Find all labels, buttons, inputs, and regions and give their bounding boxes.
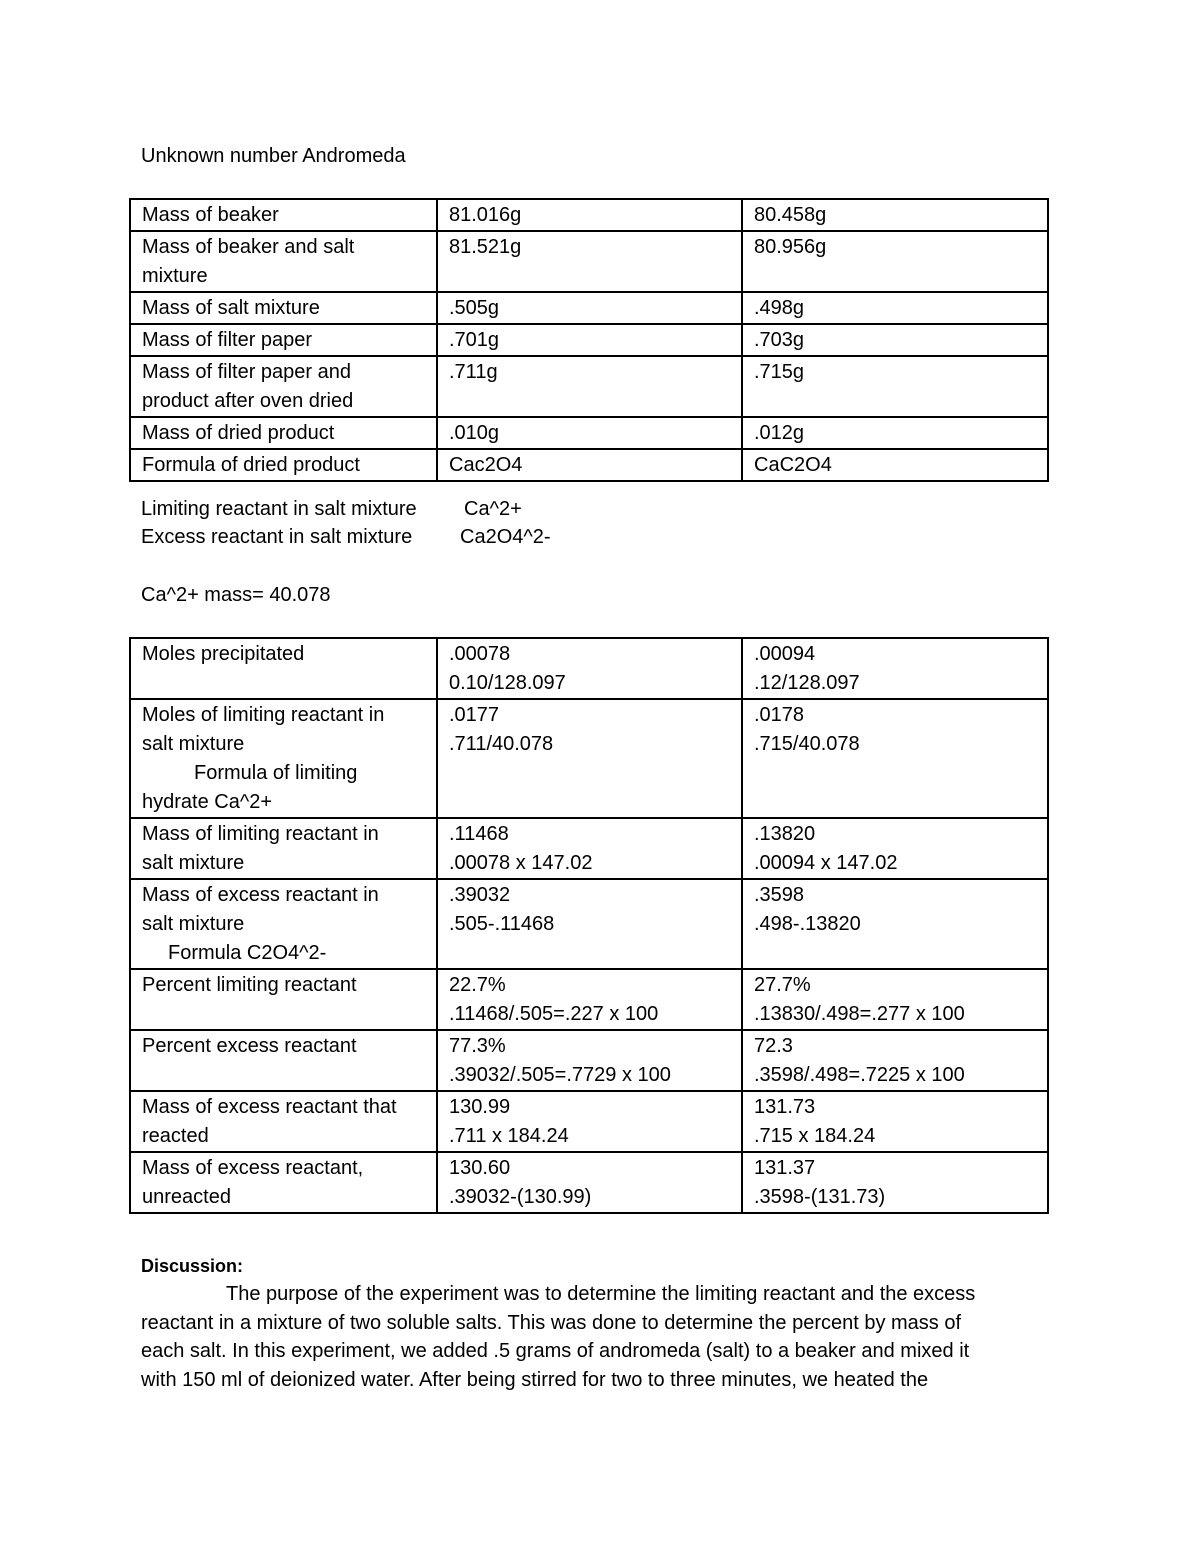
cell-text: .010g [449, 422, 500, 444]
cell-text: .715g [754, 361, 805, 383]
cell-text: Mass of excess reactant that [142, 1096, 397, 1118]
cell-text: .703g [754, 329, 805, 351]
cell-text: Formula of dried product [142, 454, 360, 476]
cell-text: Mass of beaker and salt [142, 236, 355, 258]
cell-text: salt mixture [142, 852, 245, 874]
cell-text: .13830/.498=.277 x 100 [754, 1003, 965, 1025]
row-label-cell [130, 324, 437, 356]
cell-text: 77.3% [449, 1035, 506, 1057]
trial2-cell [742, 818, 1048, 879]
row-label-cell [130, 231, 437, 292]
cell-text: .13820 [754, 823, 816, 845]
cell-text: Mass of salt mixture [142, 297, 320, 319]
cell-text: .012g [754, 422, 805, 444]
mass-data-table [129, 198, 1049, 482]
row-label-cell [130, 879, 437, 969]
cell-text: .3598/.498=.7225 x 100 [754, 1064, 965, 1086]
cell-text: salt mixture [142, 733, 245, 755]
excess-reactant-value: Ca2O4^2- [460, 526, 551, 548]
trial1-cell [437, 1152, 742, 1213]
trial1-cell [437, 231, 742, 292]
table-row [130, 879, 1048, 969]
limiting-reactant-label: Limiting reactant in salt mixture [141, 498, 417, 520]
cell-text: .0178 [754, 704, 805, 726]
cell-text: .39032/.505=.7729 x 100 [449, 1064, 671, 1086]
cell-text: .711 x 184.24 [449, 1125, 569, 1147]
trial2-cell [742, 638, 1048, 699]
cell-text: .701g [449, 329, 500, 351]
calcium-mass-line: Ca^2+ mass= 40.078 [141, 584, 331, 606]
row-label-cell [130, 699, 437, 818]
trial1-cell [437, 199, 742, 231]
cell-text: .00078 [449, 643, 511, 665]
row-label-cell [130, 638, 437, 699]
trial1-cell [437, 969, 742, 1030]
cell-text: Formula C2O4^2- [168, 942, 327, 964]
trial1-cell [437, 879, 742, 969]
trial2-cell [742, 1152, 1048, 1213]
cell-text: .00094 x 147.02 [754, 852, 898, 874]
cell-text: 130.60 [449, 1157, 511, 1179]
trial1-cell [437, 449, 742, 481]
row-label-cell [130, 1030, 437, 1091]
trial2-cell [742, 292, 1048, 324]
cell-text: Moles of limiting reactant in [142, 704, 385, 726]
trial2-cell [742, 699, 1048, 818]
calculation-table [129, 637, 1049, 1214]
row-label-cell [130, 292, 437, 324]
trial2-cell [742, 969, 1048, 1030]
cell-text: .0177 [449, 704, 500, 726]
cell-text: .3598-(131.73) [754, 1186, 886, 1208]
cell-text: .39032 [449, 884, 511, 906]
cell-text: Mass of dried product [142, 422, 335, 444]
cell-text: 0.10/128.097 [449, 672, 566, 694]
discussion-line: reactant in a mixture of two soluble salts. This was done to determine the percent by mass of [141, 1311, 962, 1334]
cell-text: hydrate Ca^2+ [142, 791, 273, 813]
cell-text: .11468/.505=.227 x 100 [449, 1003, 659, 1025]
trial2-cell [742, 1030, 1048, 1091]
cell-text: Percent limiting reactant [142, 974, 357, 996]
trial1-cell [437, 292, 742, 324]
trial2-cell [742, 1091, 1048, 1152]
cell-text: Mass of filter paper [142, 329, 313, 351]
cell-text: .711g [449, 361, 498, 383]
cell-text: 131.37 [754, 1157, 816, 1179]
cell-text: .498-.13820 [754, 913, 861, 935]
trial1-cell [437, 324, 742, 356]
cell-text: salt mixture [142, 913, 245, 935]
cell-text: Cac2O4 [449, 454, 523, 476]
trial1-cell [437, 818, 742, 879]
cell-text: 130.99 [449, 1096, 511, 1118]
row-label-cell [130, 356, 437, 417]
trial2-cell [742, 356, 1048, 417]
table-row [130, 292, 1048, 324]
cell-text: 80.956g [754, 236, 827, 258]
cell-text: .715 x 184.24 [754, 1125, 876, 1147]
cell-text: Mass of excess reactant, [142, 1157, 364, 1179]
cell-text: Mass of beaker [142, 204, 279, 226]
trial1-cell [437, 699, 742, 818]
cell-text: .498g [754, 297, 805, 319]
cell-text: Mass of limiting reactant in [142, 823, 379, 845]
cell-text: 131.73 [754, 1096, 816, 1118]
table-row [130, 1152, 1048, 1213]
trial1-cell [437, 356, 742, 417]
table-row [130, 818, 1048, 879]
table-row [130, 1030, 1048, 1091]
cell-text: .12/128.097 [754, 672, 860, 694]
cell-text: .711/40.078 [449, 733, 554, 755]
trial2-cell [742, 324, 1048, 356]
trial2-cell [742, 199, 1048, 231]
cell-text: Mass of filter paper and [142, 361, 351, 383]
trial2-cell [742, 231, 1048, 292]
table-row [130, 969, 1048, 1030]
cell-text: .505g [449, 297, 500, 319]
cell-text: 22.7% [449, 974, 506, 996]
table-row [130, 1091, 1048, 1152]
cell-text: 27.7% [754, 974, 811, 996]
cell-text: .3598 [754, 884, 805, 906]
row-label-cell [130, 199, 437, 231]
row-label-cell [130, 969, 437, 1030]
cell-text: Formula of limiting [194, 762, 358, 784]
excess-reactant-label: Excess reactant in salt mixture [141, 526, 413, 548]
table-row [130, 199, 1048, 231]
row-label-cell [130, 818, 437, 879]
cell-text: Mass of excess reactant in [142, 884, 379, 906]
row-label-cell [130, 449, 437, 481]
discussion-line: each salt. In this experiment, we added .5 grams of andromeda (salt) to a beaker and mixed it [141, 1340, 970, 1362]
trial2-cell [742, 449, 1048, 481]
cell-text: .715/40.078 [754, 733, 860, 755]
row-label-cell [130, 1091, 437, 1152]
discussion-line: with 150 ml of deionized water. After being stirred for two to three minutes, we heated the [141, 1368, 929, 1391]
cell-text: reacted [142, 1125, 209, 1147]
cell-text: 81.016g [449, 204, 522, 226]
table-row [130, 231, 1048, 292]
cell-text: 80.458g [754, 204, 827, 226]
cell-text: .505-.11468 [449, 913, 555, 935]
row-label-cell [130, 417, 437, 449]
cell-text: unreacted [142, 1186, 231, 1208]
trial2-cell [742, 417, 1048, 449]
unknown-heading: Unknown number Andromeda [141, 145, 406, 167]
cell-text: .00094 [754, 643, 816, 665]
row-label-cell [130, 1152, 437, 1213]
table-row [130, 324, 1048, 356]
cell-text: .11468 [449, 823, 509, 845]
discussion-heading: Discussion: [141, 1256, 244, 1276]
table-row [130, 449, 1048, 481]
trial2-cell [742, 879, 1048, 969]
cell-text: Moles precipitated [142, 643, 305, 665]
cell-text: Percent excess reactant [142, 1035, 357, 1057]
trial1-cell [437, 1091, 742, 1152]
cell-text: .00078 x 147.02 [449, 852, 593, 874]
table-row [130, 417, 1048, 449]
cell-text: .39032-(130.99) [449, 1186, 592, 1208]
discussion-paragraph [141, 1280, 1041, 1394]
table-row [130, 699, 1048, 818]
cell-text: 81.521g [449, 236, 522, 258]
limiting-reactant-value: Ca^2+ [464, 498, 522, 520]
cell-text: CaC2O4 [754, 454, 832, 476]
table-row [130, 638, 1048, 699]
cell-text: 72.3 [754, 1035, 793, 1057]
trial1-cell [437, 1030, 742, 1091]
cell-text: product after oven dried [142, 390, 354, 412]
trial1-cell [437, 417, 742, 449]
trial1-cell [437, 638, 742, 699]
table-row [130, 356, 1048, 417]
cell-text: mixture [142, 265, 208, 287]
discussion-line: The purpose of the experiment was to determine the limiting reactant and the excess [226, 1283, 976, 1305]
